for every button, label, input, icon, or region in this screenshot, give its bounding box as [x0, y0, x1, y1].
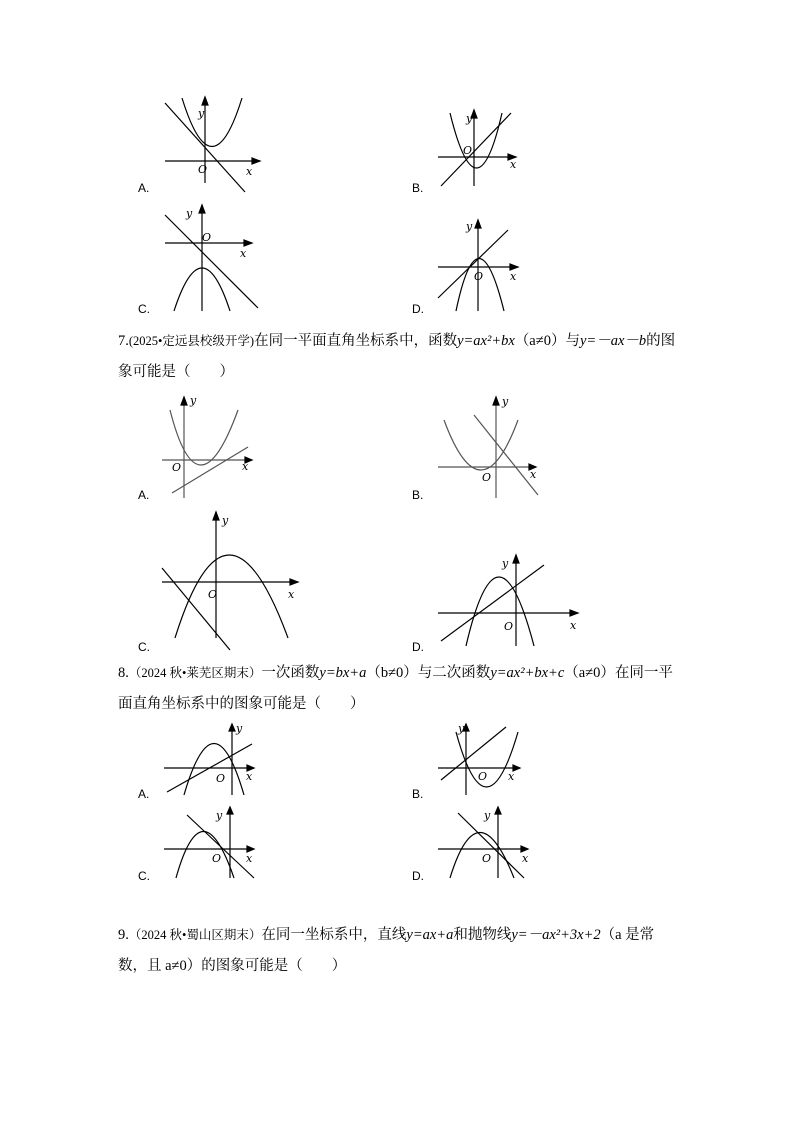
q6-graph-a — [160, 95, 270, 185]
x-axis-label: x — [510, 158, 517, 171]
origin-label: O — [198, 163, 208, 176]
q7-option-b[interactable]: B. — [412, 488, 424, 502]
x-axis-label: x — [530, 468, 537, 481]
q9-stem: 9.（2024 秋•蜀山区期末）在同一坐标系中，直线y=ax+a和抛物线y=－ax²+3x+2（a 是常数，且 a≠0）的图象可能是（ ） — [118, 927, 655, 974]
question-number: 8. — [118, 665, 129, 681]
x-axis-label: x — [288, 588, 295, 601]
x-axis-label: x — [510, 270, 517, 283]
q6-option-b[interactable]: B. — [412, 181, 424, 195]
q8-stem: 8.（2024 秋•莱芜区期末）一次函数y=bx+a（b≠0）与二次函数y=ax²+bx+c（a≠0）在同一平面直角坐标系中的图象可能是（ ） — [118, 665, 673, 712]
q8-graph-d — [436, 805, 536, 880]
x-axis-label: x — [508, 770, 515, 783]
x-axis-label: x — [570, 619, 577, 632]
q7-option-a[interactable]: A. — [138, 488, 150, 502]
origin-label: O — [216, 772, 226, 785]
q8-option-d[interactable]: D. — [412, 869, 424, 883]
q8-option-c[interactable]: C. — [138, 869, 150, 883]
x-axis-label: x — [242, 460, 249, 473]
function-2: y=ax²+bx+c — [490, 665, 565, 681]
q8-graph-b — [436, 722, 536, 797]
q8-option-b[interactable]: B. — [412, 787, 424, 801]
x-axis-label: x — [240, 247, 247, 260]
y-axis-label: y — [502, 395, 509, 408]
q8-option-a[interactable]: A. — [138, 787, 150, 801]
q6-option-c[interactable]: C. — [138, 302, 150, 316]
origin-label: O — [482, 852, 492, 865]
origin-label: O — [172, 461, 182, 474]
q6-option-a[interactable]: A. — [138, 181, 150, 195]
q7-option-c[interactable]: C. — [138, 640, 150, 654]
y-axis-label: y — [216, 809, 223, 822]
y-axis-label: y — [198, 107, 205, 120]
question-source: （2024 秋•莱芜区期末） — [128, 666, 262, 680]
origin-label: O — [474, 270, 484, 283]
origin-label: O — [202, 231, 212, 244]
y-axis-label: y — [484, 809, 491, 822]
x-axis-label: x — [246, 165, 253, 178]
y-axis-label: y — [458, 722, 465, 735]
origin-label: O — [478, 770, 488, 783]
y-axis-label: y — [222, 514, 229, 527]
x-axis-label: x — [522, 852, 529, 865]
q6-graph-c — [160, 203, 270, 313]
function-1: y=ax+a — [406, 927, 454, 943]
origin-label: O — [463, 144, 473, 157]
question-number: 7. — [118, 333, 129, 349]
q7-stem: 7.(2025•定远县校级开学)在同一平面直角坐标系中，函数y=ax²+bx（a≠0）与y=－ax－b的图象可能是（ ） — [118, 333, 676, 380]
q6-option-d[interactable]: D. — [412, 302, 424, 316]
q7-graph-b — [436, 395, 541, 500]
question-source: (2025•定远县校级开学) — [128, 334, 255, 348]
function-2: y=－ax²+3x+2 — [511, 927, 601, 943]
y-axis-label: y — [236, 722, 243, 735]
q6-graph-b — [436, 108, 531, 188]
origin-label: O — [208, 588, 218, 601]
x-axis-label: x — [246, 770, 253, 783]
function-1: y=ax²+bx — [457, 333, 515, 349]
function-2: y=－ax－b — [579, 333, 647, 349]
y-axis-label: y — [466, 220, 473, 233]
q6-graph-d — [436, 218, 531, 313]
y-axis-label: y — [466, 112, 473, 125]
x-axis-label: x — [246, 852, 253, 865]
origin-label: O — [212, 852, 222, 865]
y-axis-label: y — [190, 394, 197, 407]
y-axis-label: y — [186, 207, 193, 220]
q7-option-d[interactable]: D. — [412, 640, 424, 654]
question-number: 9. — [118, 927, 129, 943]
q8-graph-c — [162, 805, 262, 880]
q7-graph-a — [160, 395, 260, 500]
q7-graph-c — [160, 510, 305, 640]
q7-graph-d — [436, 553, 586, 648]
origin-label: O — [504, 620, 514, 633]
q8-graph-a — [162, 722, 262, 797]
function-1: y=bx+a — [319, 665, 367, 681]
y-axis-label: y — [502, 557, 509, 570]
question-source: （2024 秋•蜀山区期末） — [128, 928, 262, 942]
origin-label: O — [482, 471, 492, 484]
